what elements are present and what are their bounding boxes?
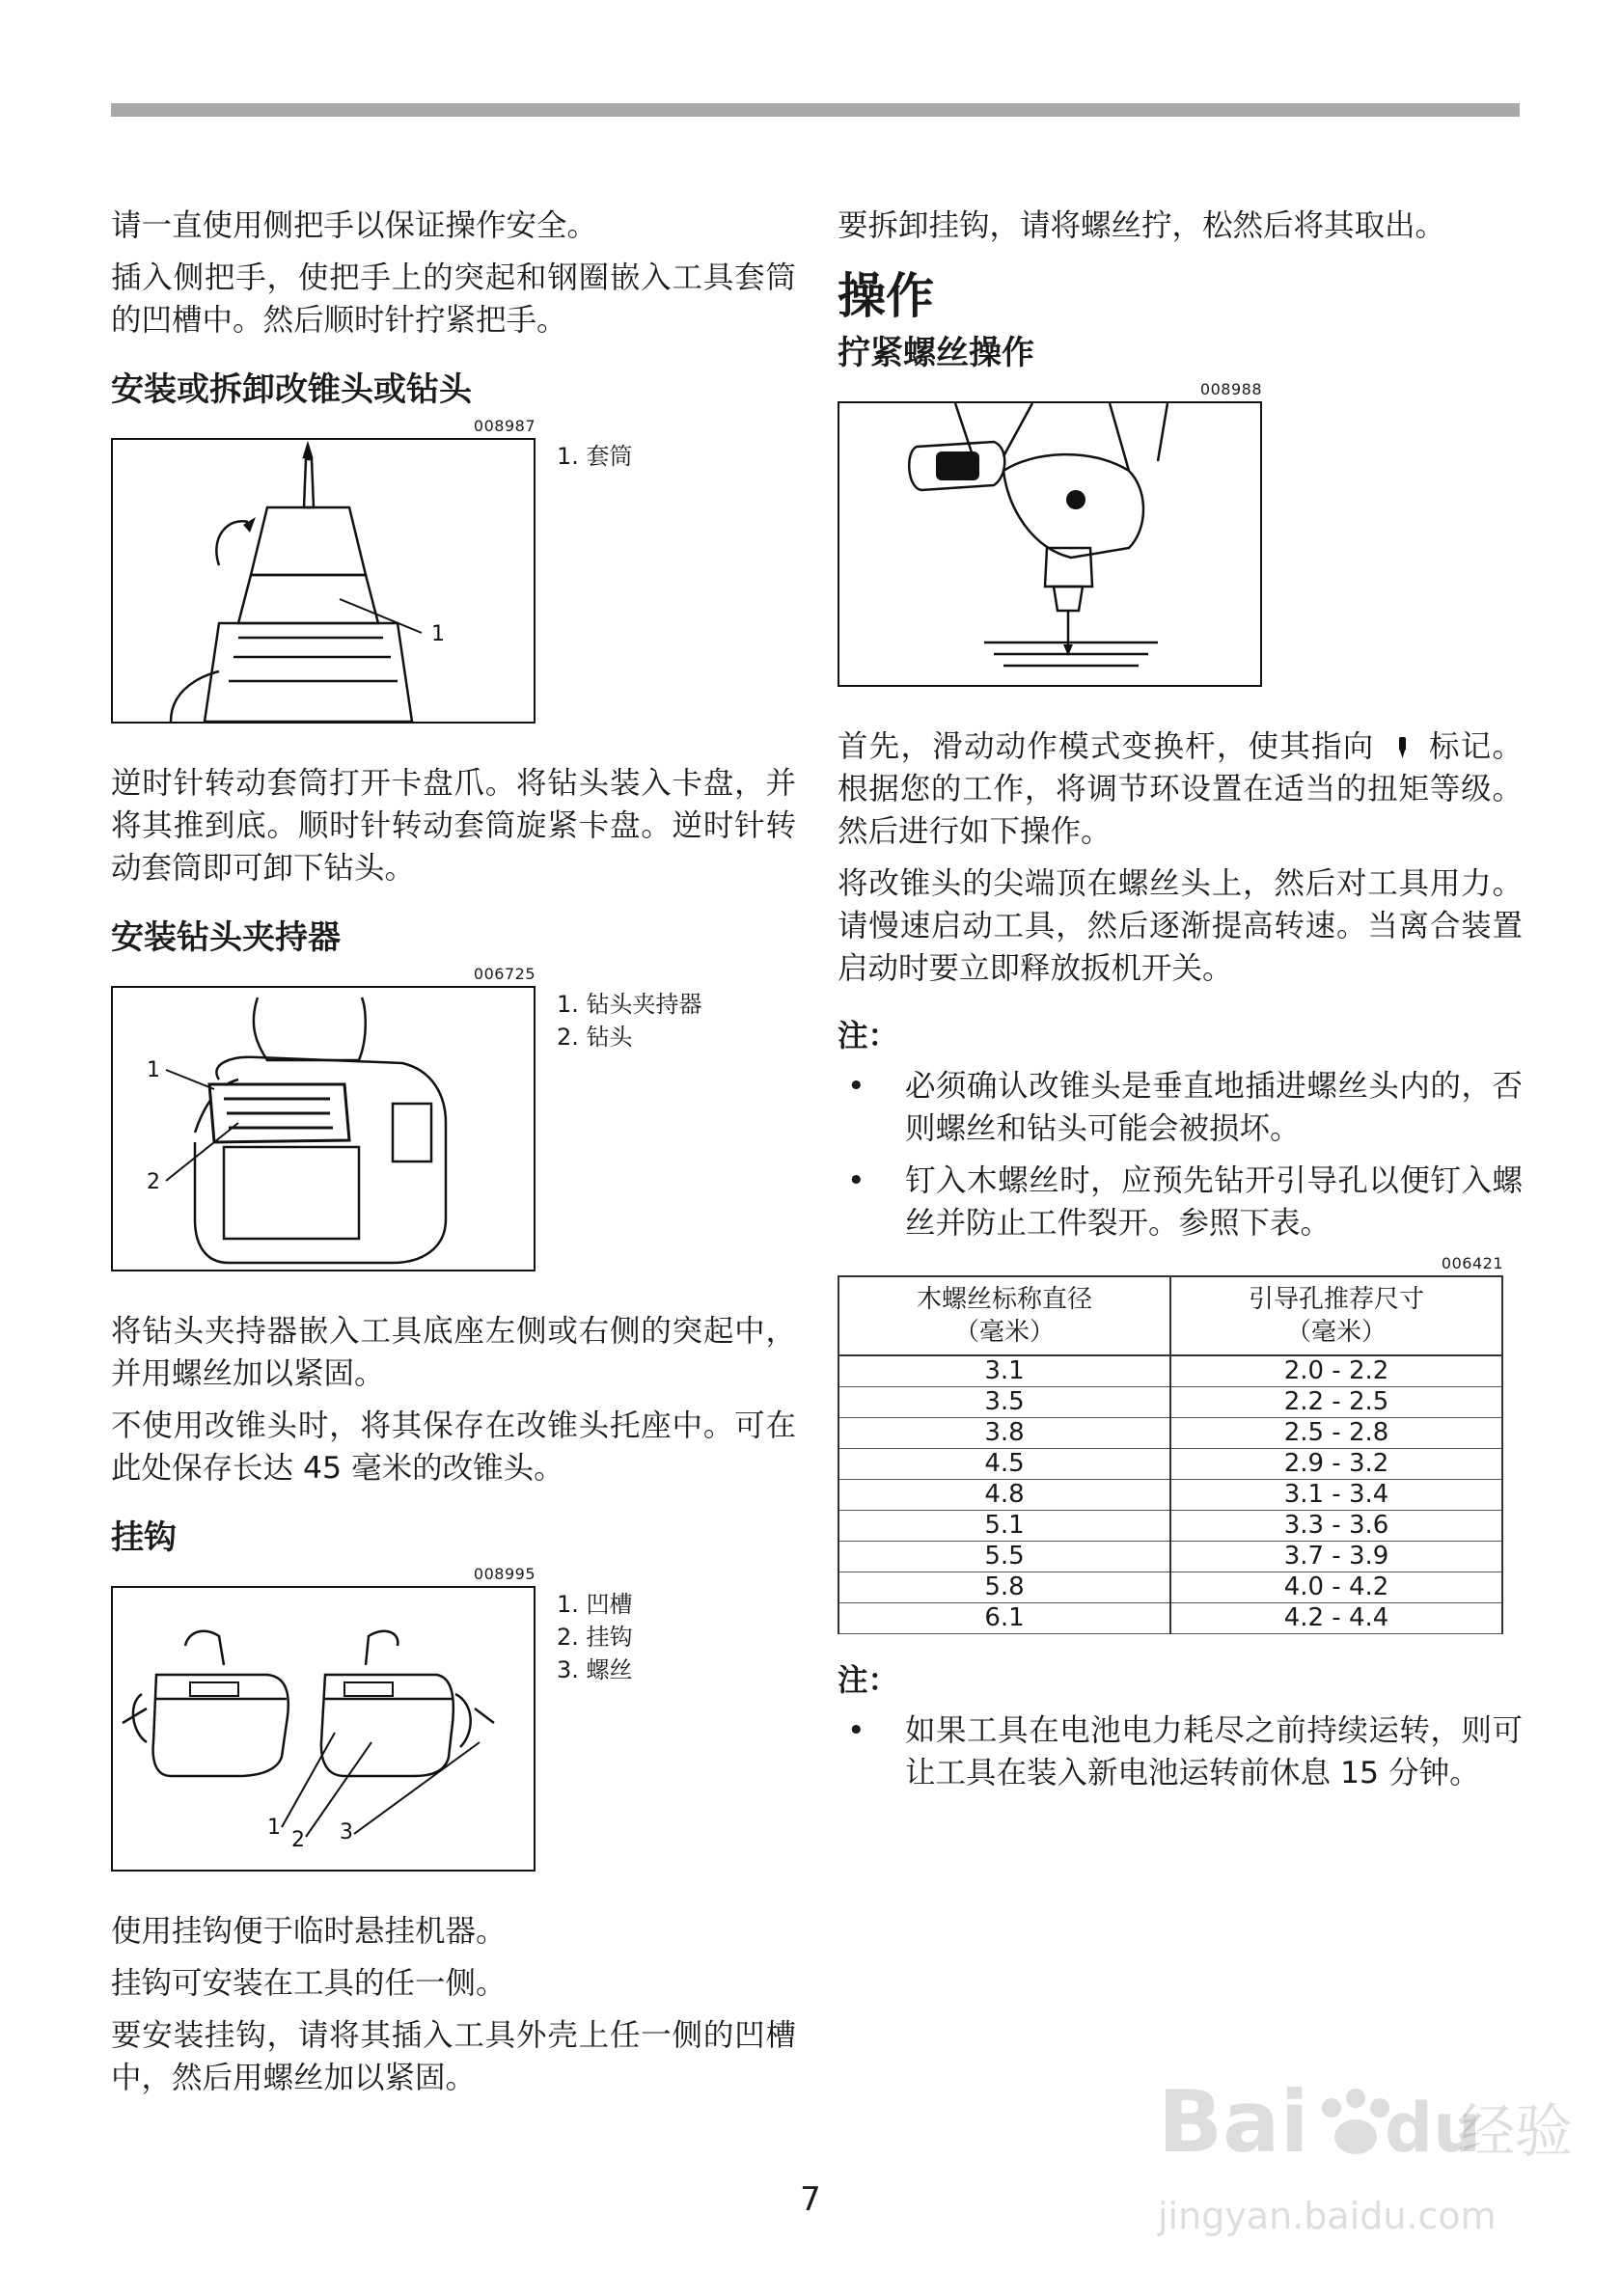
- heading-hook: 挂钩: [111, 1518, 177, 1557]
- heading-install-bit: 安装或拆卸改锥头或钻头: [111, 370, 472, 409]
- figure-code: 008987: [473, 417, 536, 435]
- baidu-jingyan-watermark: [1139, 2045, 1573, 2248]
- pilot-hole-table: [838, 1275, 1503, 1634]
- watermark-brand-2: du: [1385, 2089, 1481, 2168]
- bit-holder-illustration: [113, 988, 534, 1270]
- table-row: 4.5 2.9 - 3.2: [838, 1449, 1502, 1480]
- watermark-brand: Bai: [1158, 2072, 1309, 2172]
- heading-screwdriving: 拧紧螺丝操作: [838, 334, 1034, 372]
- figure-bit-row: [111, 417, 796, 724]
- note-list: [838, 1065, 1523, 1244]
- callout-1: 1: [147, 1058, 160, 1082]
- paragraph-hook-install: 要安装挂钩，请将其插入工具外壳上任一侧的凹槽中，然后用螺丝加以紧固。: [111, 2018, 796, 2095]
- figure-hook: [111, 1586, 536, 1872]
- callout-3: 3: [340, 1820, 353, 1845]
- note-item: • 如果工具在电池电力耗尽之前持续运转，则可让工具在装入新电池运转前休息 15 分钟。: [838, 1709, 1523, 1794]
- paragraph-hook-use: 使用挂钩便于临时悬挂机器。: [111, 1914, 507, 1949]
- figure-screwdriving-block: [838, 380, 1262, 687]
- figure-hook-row: [111, 1565, 796, 1872]
- figure-bit-holder: [111, 986, 536, 1271]
- header-rule: [111, 103, 1520, 117]
- figure-holder-row: [111, 965, 796, 1271]
- figure-legend: [536, 988, 702, 1271]
- legend-item: 2. 钻头: [557, 1024, 633, 1051]
- screwdriver-mode-icon: [1386, 735, 1418, 760]
- watermark-cn: 经验: [1457, 2098, 1573, 2166]
- table-row: 4.8 3.1 - 3.4: [838, 1480, 1502, 1511]
- figure-screwdriving: [838, 401, 1262, 687]
- paragraph-drive-procedure: 将改锥头的尖端顶在螺丝头上，然后对工具用力。请慢速启动工具，然后逐渐提高转速。当离合装置启动时要立即释放扳机开关。: [838, 866, 1523, 986]
- paragraph-hook-remove: 要拆卸挂钩，请将螺丝拧，松然后将其取出。: [838, 208, 1446, 243]
- heading-operation: 操作: [838, 268, 934, 324]
- note-label: 注：: [838, 1019, 899, 1053]
- table-row: 6.1 4.2 - 4.4: [838, 1603, 1502, 1634]
- paragraph-holder-install: 将钻头夹持器嵌入工具底座左侧或右侧的突起中，并用螺丝加以紧固。: [111, 1314, 796, 1391]
- pilot-hole-table-block: [838, 1254, 1503, 1634]
- callout-1: 1: [431, 622, 445, 646]
- legend-item: 1. 凹槽: [557, 1591, 633, 1618]
- heading-bit-holder: 安装钻头夹持器: [111, 918, 341, 957]
- figure-code: 006725: [473, 965, 536, 983]
- hook-illustration: [113, 1588, 534, 1870]
- paragraph-hook-side: 挂钩可安装在工具的任一侧。: [111, 1966, 507, 2001]
- table-header: 引导孔推荐尺寸 （毫米）: [1170, 1276, 1502, 1355]
- note-item: • 钉入木螺丝时，应预先钻开引导孔以便钉入螺丝并防止工件裂开。参照下表。: [838, 1160, 1523, 1244]
- bullet-icon: •: [847, 1713, 865, 1748]
- table-header: 木螺丝标称直径 （毫米）: [838, 1276, 1170, 1355]
- figure-code: 008995: [473, 1565, 536, 1583]
- figure-code: 008988: [1199, 380, 1262, 398]
- screwdriving-illustration: [839, 403, 1260, 685]
- drill-chuck-illustration: [113, 440, 534, 722]
- table-row: 5.5 3.7 - 3.9: [838, 1542, 1502, 1572]
- callout-2: 2: [147, 1170, 160, 1194]
- table-row: 5.8 4.0 - 4.2: [838, 1572, 1502, 1603]
- mode-lever-text-b: 标记。根据您的工作，将调节环设置在适当的扭矩等级。然后进行如下操作。: [838, 729, 1523, 849]
- table-row: 3.8 2.5 - 2.8: [838, 1418, 1502, 1449]
- right-column: [838, 205, 1523, 1804]
- callout-2: 2: [291, 1828, 305, 1852]
- bullet-icon: •: [847, 1069, 865, 1104]
- bullet-icon: •: [847, 1163, 865, 1198]
- figure-legend: [536, 1588, 633, 1872]
- note-list: [838, 1709, 1523, 1794]
- callout-1: 1: [267, 1816, 281, 1840]
- paragraph-mode-lever: [838, 725, 1523, 853]
- mode-lever-text-a: 首先，滑动动作模式变换杆，使其指向: [838, 729, 1375, 764]
- legend-item: 1. 套筒: [557, 443, 633, 470]
- table-header-row: [838, 1276, 1502, 1355]
- note-item: • 必须确认改锥头是垂直地插进螺丝头内的，否则螺丝和钻头可能会被损坏。: [838, 1065, 1523, 1150]
- table-row: 5.1 3.3 - 3.6: [838, 1511, 1502, 1542]
- figure-sleeve: [111, 438, 536, 724]
- paragraph-bit-storage: 不使用改锥头时，将其保存在改锥头托座中。可在此处保存长达 45 毫米的改锥头。: [111, 1408, 796, 1486]
- legend-item: 1. 钻头夹持器: [557, 991, 702, 1018]
- legend-item: 3. 螺丝: [557, 1656, 633, 1683]
- table-code: 006421: [1441, 1254, 1503, 1272]
- paragraph-side-handle-safety: 请一直使用侧把手以保证操作安全。: [111, 208, 598, 243]
- figure-legend: [536, 440, 633, 724]
- paragraph-side-handle-install: 插入侧把手，使把手上的突起和钢圈嵌入工具套筒的凹槽中。然后顺时针拧紧把手。: [111, 260, 796, 338]
- page-number: 7: [800, 2180, 821, 2219]
- note-label: 注：: [838, 1663, 899, 1698]
- table-row: 3.1 2.0 - 2.2: [838, 1355, 1502, 1387]
- paragraph-chuck: 逆时针转动套筒打开卡盘爪。将钻头装入卡盘，并将其推到底。顺时针转动套筒旋紧卡盘。逆时针转动套筒即可卸下钻头。: [111, 766, 796, 886]
- legend-item: 2. 挂钩: [557, 1624, 633, 1651]
- table-row: 3.5 2.2 - 2.5: [838, 1387, 1502, 1418]
- watermark-url: jingyan.baidu.com: [1158, 2195, 1497, 2237]
- left-column: [111, 205, 796, 2109]
